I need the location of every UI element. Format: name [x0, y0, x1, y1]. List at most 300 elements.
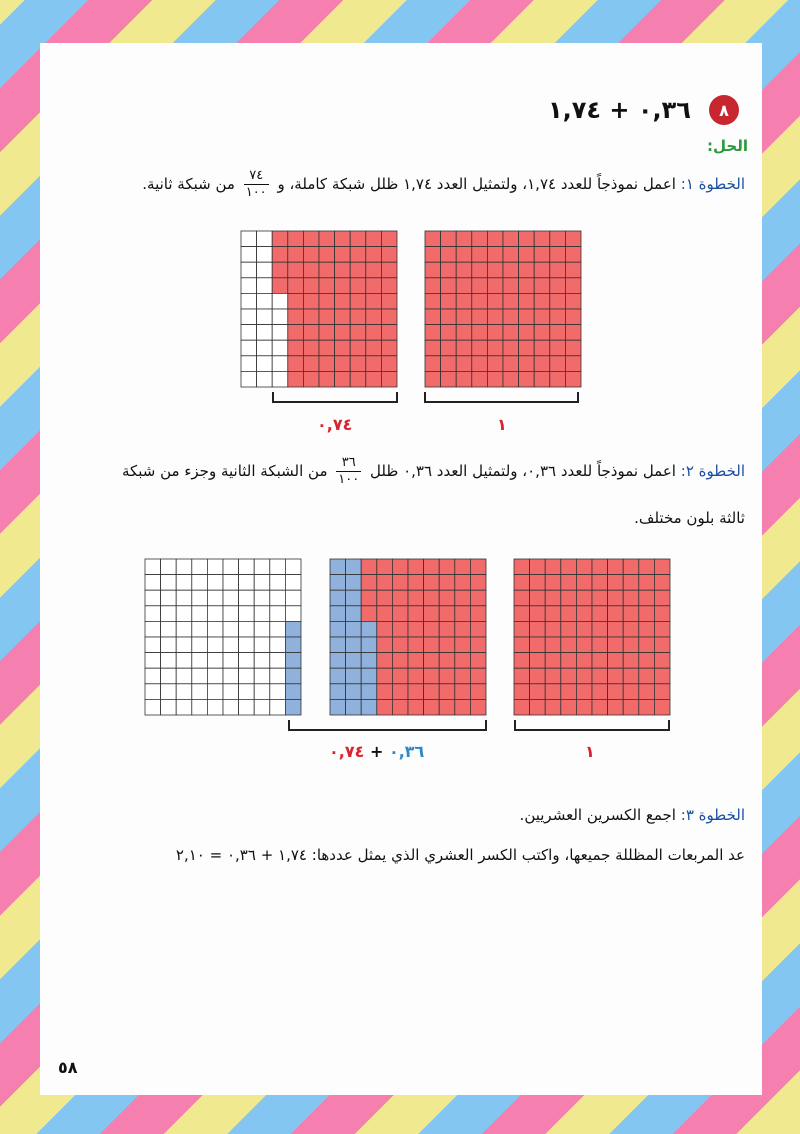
- grid-cell: [456, 371, 472, 387]
- grid-cell: [381, 309, 397, 325]
- grid-cell: [530, 653, 546, 669]
- grid-cell: [545, 668, 561, 684]
- grid-cell: [576, 653, 592, 669]
- grid-cell: [254, 637, 270, 653]
- grid-cell: [654, 575, 670, 591]
- grid-cell: [335, 247, 351, 263]
- grid-cell: [330, 575, 346, 591]
- grid-cell: [285, 668, 301, 684]
- grid-cell: [592, 606, 608, 622]
- grid-cell: [545, 653, 561, 669]
- grid-cell: [545, 590, 561, 606]
- grid-cell: [530, 699, 546, 715]
- grid-cell: [145, 621, 161, 637]
- grid-cell: [503, 247, 519, 263]
- grid-cell: [424, 606, 440, 622]
- grid-cell: [550, 247, 566, 263]
- grid-cell: [335, 278, 351, 294]
- grid-cell: [472, 262, 488, 278]
- grid-cell: [608, 637, 624, 653]
- grid-cell: [145, 590, 161, 606]
- grid-cell: [514, 559, 530, 575]
- step2-brace-left: [289, 720, 486, 730]
- grid-cell: [503, 262, 519, 278]
- grid-cell: [272, 325, 288, 341]
- grid-cell: [608, 684, 624, 700]
- grid-cell: [565, 247, 581, 263]
- grid-cell: [381, 356, 397, 372]
- grid-cell: [424, 699, 440, 715]
- grid-cell: [381, 278, 397, 294]
- grid-cell: [545, 621, 561, 637]
- grid-cell: [592, 668, 608, 684]
- grid-cell: [377, 668, 393, 684]
- grid-cell: [534, 293, 550, 309]
- grid-cell: [272, 356, 288, 372]
- grid-cell: [335, 293, 351, 309]
- grid-cell: [425, 278, 441, 294]
- grid-cell: [639, 653, 655, 669]
- grid-cell: [381, 325, 397, 341]
- step2-sum-label: [329, 742, 424, 761]
- grid-cell: [519, 247, 535, 263]
- grid-cell: [350, 309, 366, 325]
- grid-cell: [319, 293, 335, 309]
- grid-cell: [346, 668, 362, 684]
- grid-cell: [530, 637, 546, 653]
- grid-cell: [441, 309, 457, 325]
- grid-cell: [176, 590, 192, 606]
- step1-line: [142, 168, 745, 201]
- grid-cell: [639, 699, 655, 715]
- grid-cell: [366, 325, 382, 341]
- grid-cell: [576, 559, 592, 575]
- grid-cell: [377, 575, 393, 591]
- grid-cell: [377, 684, 393, 700]
- grid-cell: [207, 653, 223, 669]
- grid-cell: [561, 699, 577, 715]
- grid-cell: [550, 340, 566, 356]
- grid-cell: [472, 293, 488, 309]
- grid-cell: [654, 621, 670, 637]
- grid-cell: [408, 606, 424, 622]
- grid-cell: [145, 653, 161, 669]
- grid-cell: [561, 575, 577, 591]
- grid-cell: [472, 340, 488, 356]
- grid-cell: [425, 247, 441, 263]
- problem-number: ٨: [719, 100, 729, 120]
- grid-cell: [285, 590, 301, 606]
- grid-cell: [654, 559, 670, 575]
- grid-cell: [565, 309, 581, 325]
- grid-cell: [565, 278, 581, 294]
- grid-cell: [550, 293, 566, 309]
- grid-cell: [207, 699, 223, 715]
- step1-fraction: [244, 168, 269, 201]
- grid-cell: [319, 356, 335, 372]
- grid-cell: [241, 325, 257, 341]
- grid-cell: [288, 371, 304, 387]
- grid-cell: [608, 621, 624, 637]
- grid-cell: [145, 575, 161, 591]
- grid-cell: [223, 668, 239, 684]
- grid-cell: [592, 621, 608, 637]
- grid-cell: [272, 247, 288, 263]
- grid-cell: [192, 699, 208, 715]
- problem-expression: ٠,٣٦ + ١,٧٤: [548, 96, 691, 124]
- grid-cell: [207, 684, 223, 700]
- grid-cell: [223, 606, 239, 622]
- grid-cell: [534, 247, 550, 263]
- grid-cell: [545, 559, 561, 575]
- grid-cell: [346, 621, 362, 637]
- grid-cell: [592, 575, 608, 591]
- grid-cell: [319, 340, 335, 356]
- step1-grid-left: [240, 230, 398, 388]
- grid-cell: [270, 653, 286, 669]
- grid-cell: [425, 262, 441, 278]
- grid-cell: [257, 356, 273, 372]
- grid-cell: [241, 247, 257, 263]
- grid-cell: [176, 621, 192, 637]
- grid-cell: [330, 559, 346, 575]
- grid-cell: [503, 325, 519, 341]
- grid-cell: [270, 590, 286, 606]
- grid-cell: [503, 371, 519, 387]
- grid-cell: [519, 309, 535, 325]
- grid-cell: [534, 309, 550, 325]
- grid-cell: [592, 699, 608, 715]
- grid-cell: [361, 668, 377, 684]
- grid-cell: [654, 699, 670, 715]
- grid-cell: [223, 621, 239, 637]
- grid-cell: [519, 356, 535, 372]
- grid-cell: [257, 231, 273, 247]
- grid-cell: [361, 559, 377, 575]
- grid-cell: [565, 325, 581, 341]
- grid-cell: [346, 606, 362, 622]
- grid-cell: [561, 559, 577, 575]
- grid-cell: [192, 590, 208, 606]
- grid-cell: [377, 653, 393, 669]
- grid-cell: [550, 262, 566, 278]
- grid-cell: [487, 231, 503, 247]
- grid-cell: [241, 293, 257, 309]
- grid-cell: [257, 293, 273, 309]
- grid-cell: [361, 653, 377, 669]
- grid-cell: [455, 590, 471, 606]
- grid-cell: [441, 340, 457, 356]
- grid-cell: [576, 637, 592, 653]
- step3-line1: [520, 806, 745, 824]
- grid-cell: [545, 606, 561, 622]
- grid-cell: [223, 684, 239, 700]
- grid-cell: [145, 684, 161, 700]
- grid-cell: [470, 684, 486, 700]
- grid-cell: [519, 278, 535, 294]
- grid-cell: [592, 590, 608, 606]
- grid-cell: [441, 231, 457, 247]
- step3-line2: عد المربعات المظللة جميعها، واكتب الكسر العشري الذي يمثل عددها: ١,٧٤ + ٠,٣٦ = ٢,١٠: [175, 846, 745, 864]
- grid-cell: [285, 575, 301, 591]
- grid-cell: [207, 606, 223, 622]
- grid-cell: [530, 668, 546, 684]
- grid-cell: [161, 684, 177, 700]
- problem-number-badge: [709, 95, 739, 125]
- grid-cell: [392, 575, 408, 591]
- grid-cell: [366, 247, 382, 263]
- grid-cell: [424, 621, 440, 637]
- grid-cell: [561, 606, 577, 622]
- grid-cell: [424, 653, 440, 669]
- grid-cell: [519, 293, 535, 309]
- grid-cell: [361, 621, 377, 637]
- grid-cell: [424, 559, 440, 575]
- grid-cell: [408, 653, 424, 669]
- grid-cell: [257, 371, 273, 387]
- grid-cell: [514, 699, 530, 715]
- grid-cell: [514, 684, 530, 700]
- step1-brace-right: [425, 392, 578, 402]
- grid-cell: [288, 262, 304, 278]
- grid-cell: [350, 340, 366, 356]
- grid-cell: [239, 559, 255, 575]
- grid-cell: [303, 340, 319, 356]
- grid-cell: [319, 278, 335, 294]
- step2-fraction-numerator: ٣٦: [341, 455, 356, 470]
- step2-brace-right: [515, 720, 669, 730]
- grid-cell: [424, 637, 440, 653]
- grid-cell: [519, 231, 535, 247]
- grid-cell: [377, 606, 393, 622]
- grid-cell: [350, 325, 366, 341]
- grid-cell: [623, 621, 639, 637]
- grid-cell: [576, 575, 592, 591]
- step2-label-right: ١: [585, 742, 595, 761]
- grid-cell: [576, 590, 592, 606]
- grid-cell: [392, 621, 408, 637]
- grid-cell: [392, 590, 408, 606]
- grid-cell: [623, 668, 639, 684]
- grid-cell: [392, 699, 408, 715]
- grid-cell: [192, 684, 208, 700]
- grid-cell: [519, 325, 535, 341]
- grid-cell: [592, 637, 608, 653]
- grid-cell: [350, 278, 366, 294]
- grid-cell: [487, 371, 503, 387]
- grid-cell: [608, 590, 624, 606]
- grid-cell: [654, 606, 670, 622]
- grid-cell: [241, 278, 257, 294]
- grid-cell: [254, 684, 270, 700]
- grid-cell: [530, 559, 546, 575]
- grid-cell: [366, 278, 382, 294]
- step2-grid-left: [144, 558, 302, 716]
- grid-cell: [254, 621, 270, 637]
- grid-cell: [366, 262, 382, 278]
- grid-cell: [145, 637, 161, 653]
- grid-cell: [530, 684, 546, 700]
- grid-cell: [207, 637, 223, 653]
- grid-cell: [335, 309, 351, 325]
- grid-cell: [161, 699, 177, 715]
- grid-cell: [270, 668, 286, 684]
- grid-cell: [285, 699, 301, 715]
- grid-cell: [346, 653, 362, 669]
- grid-cell: [330, 699, 346, 715]
- grid-cell: [366, 309, 382, 325]
- grid-cell: [288, 356, 304, 372]
- grid-cell: [534, 356, 550, 372]
- grid-cell: [239, 637, 255, 653]
- grid-cell: [257, 262, 273, 278]
- grid-cell: [176, 606, 192, 622]
- grid-cell: [425, 356, 441, 372]
- grid-cell: [550, 309, 566, 325]
- grid-cell: [192, 653, 208, 669]
- grid-cell: [639, 621, 655, 637]
- grid-cell: [455, 575, 471, 591]
- grid-cell: [161, 653, 177, 669]
- grid-cell: [241, 231, 257, 247]
- grid-cell: [361, 575, 377, 591]
- grid-cell: [472, 325, 488, 341]
- step1-text-after: من شبكة ثانية.: [142, 175, 235, 193]
- grid-cell: [176, 653, 192, 669]
- grid-cell: [366, 231, 382, 247]
- grid-cell: [272, 309, 288, 325]
- grid-cell: [161, 590, 177, 606]
- grid-cell: [408, 590, 424, 606]
- grid-cell: [381, 293, 397, 309]
- grid-cell: [176, 559, 192, 575]
- step1-label-right: ١: [497, 415, 507, 434]
- grid-cell: [470, 559, 486, 575]
- grid-cell: [176, 575, 192, 591]
- grid-cell: [335, 340, 351, 356]
- grid-cell: [346, 575, 362, 591]
- grid-cell: [470, 653, 486, 669]
- grid-cell: [470, 699, 486, 715]
- step1-braces: [270, 390, 590, 410]
- step2-text: اعمل نموذجاً للعدد ٠,٣٦، ولتمثيل العدد ٠,٣٦ ظلل: [370, 462, 676, 480]
- grid-cell: [381, 231, 397, 247]
- grid-cell: [487, 309, 503, 325]
- grid-cell: [176, 668, 192, 684]
- grid-cell: [254, 590, 270, 606]
- grid-cell: [545, 637, 561, 653]
- grid-cell: [207, 559, 223, 575]
- grid-cell: [561, 668, 577, 684]
- grid-cell: [161, 621, 177, 637]
- grid-cell: [239, 590, 255, 606]
- grid-cell: [207, 590, 223, 606]
- grid-cell: [408, 575, 424, 591]
- grid-cell: [455, 621, 471, 637]
- grid-cell: [576, 606, 592, 622]
- grid-cell: [550, 356, 566, 372]
- grid-cell: [408, 637, 424, 653]
- grid-cell: [503, 356, 519, 372]
- grid-cell: [145, 606, 161, 622]
- grid-cell: [257, 278, 273, 294]
- step1-text: اعمل نموذجاً للعدد ١,٧٤، ولتمثيل العدد ١,٧٤ ظلل شبكة كاملة، و: [277, 175, 676, 193]
- grid-cell: [514, 575, 530, 591]
- grid-cell: [534, 262, 550, 278]
- grid-cell: [145, 699, 161, 715]
- step3-label: الخطوة ٣:: [680, 806, 745, 824]
- grid-cell: [285, 559, 301, 575]
- grid-cell: [654, 590, 670, 606]
- grid-cell: [366, 340, 382, 356]
- grid-cell: [270, 637, 286, 653]
- grid-cell: [257, 325, 273, 341]
- grid-cell: [608, 559, 624, 575]
- grid-cell: [285, 637, 301, 653]
- grid-cell: [639, 575, 655, 591]
- grid-cell: [270, 575, 286, 591]
- grid-cell: [550, 231, 566, 247]
- grid-cell: [330, 653, 346, 669]
- grid-cell: [455, 699, 471, 715]
- grid-cell: [439, 684, 455, 700]
- grid-cell: [534, 325, 550, 341]
- grid-cell: [350, 247, 366, 263]
- grid-cell: [241, 371, 257, 387]
- grid-cell: [565, 293, 581, 309]
- grid-cell: [550, 278, 566, 294]
- grid-cell: [408, 559, 424, 575]
- grid-cell: [270, 606, 286, 622]
- grid-cell: [545, 699, 561, 715]
- grid-cell: [303, 231, 319, 247]
- grid-cell: [366, 293, 382, 309]
- grid-cell: [257, 340, 273, 356]
- grid-cell: [487, 247, 503, 263]
- grid-cell: [441, 278, 457, 294]
- grid-cell: [285, 621, 301, 637]
- grid-cell: [270, 699, 286, 715]
- grid-cell: [192, 668, 208, 684]
- grid-cell: [639, 668, 655, 684]
- grid-cell: [223, 699, 239, 715]
- grid-cell: [192, 637, 208, 653]
- grid-cell: [272, 371, 288, 387]
- step2-line2: ثالثة بلون مختلف.: [634, 509, 745, 527]
- grid-cell: [392, 606, 408, 622]
- grid-cell: [270, 559, 286, 575]
- grid-cell: [608, 699, 624, 715]
- grid-cell: [456, 278, 472, 294]
- grid-cell: [408, 621, 424, 637]
- grid-cell: [366, 356, 382, 372]
- grid-cell: [330, 606, 346, 622]
- grid-cell: [176, 699, 192, 715]
- grid-cell: [441, 293, 457, 309]
- grid-cell: [319, 262, 335, 278]
- grid-cell: [534, 340, 550, 356]
- grid-cell: [270, 621, 286, 637]
- grid-cell: [241, 340, 257, 356]
- grid-cell: [392, 684, 408, 700]
- grid-cell: [565, 262, 581, 278]
- grid-cell: [192, 575, 208, 591]
- grid-cell: [623, 699, 639, 715]
- grid-cell: [381, 262, 397, 278]
- grid-cell: [561, 590, 577, 606]
- grid-cell: [239, 684, 255, 700]
- grid-cell: [335, 262, 351, 278]
